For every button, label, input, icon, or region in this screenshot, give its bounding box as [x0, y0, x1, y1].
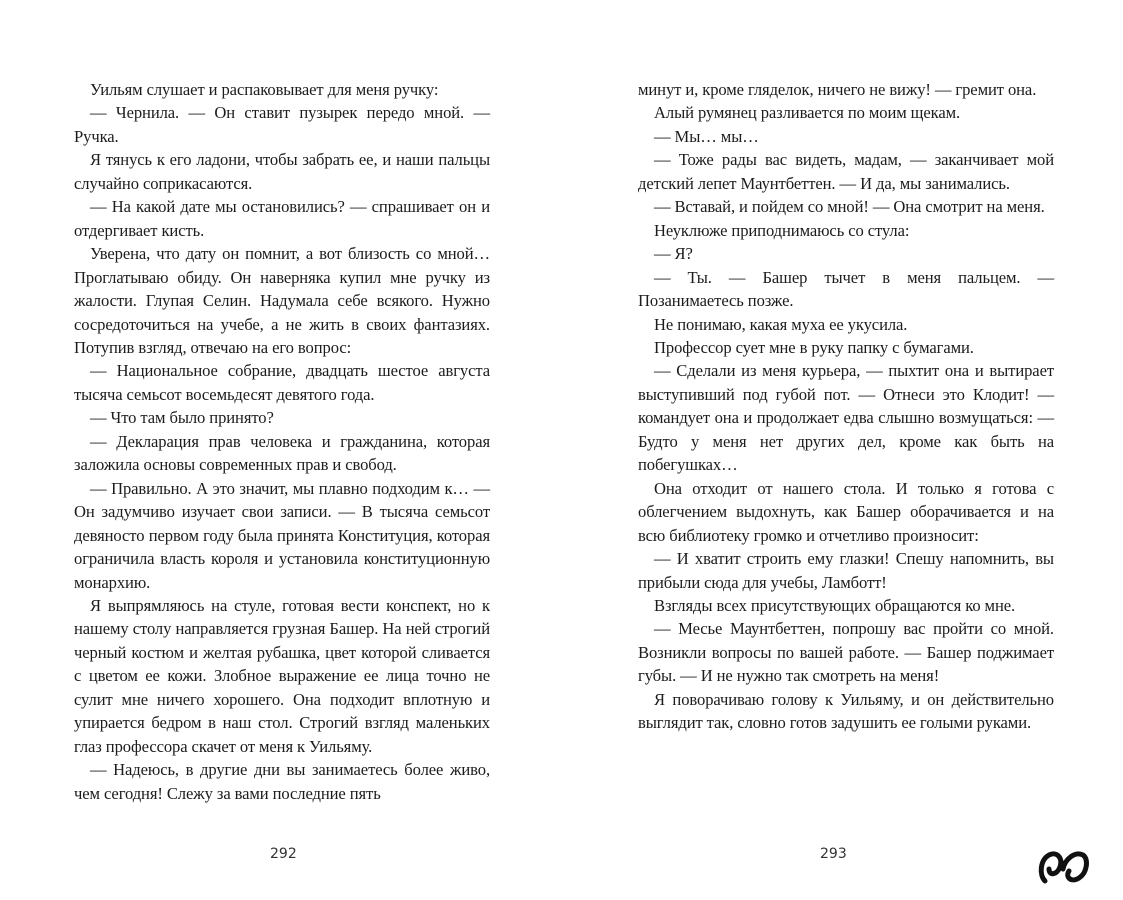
- paragraph: — Чернила. — Он ставит пузырек передо мной. — Ручка.: [74, 103, 490, 146]
- right-page: [638, 78, 1054, 735]
- paragraph: — Надеюсь, в другие дни вы занимаетесь более живо, чем сегодня! Слежу за вами последние пять: [74, 760, 490, 803]
- left-page-text: [74, 78, 490, 805]
- paragraph: — Вставай, и пойдем со мной! — Она смотрит на меня.: [654, 197, 1045, 217]
- page-number-left: 292: [270, 846, 297, 862]
- paragraph: — Что там было принято?: [90, 408, 274, 428]
- page-number-right: 293: [820, 846, 847, 862]
- paragraph: Я выпрямляюсь на стуле, готовая вести конспект, но к нашему столу направляется грузная Башер. На ней строгий черный костюм и желтая рубашка, цвет которой сливается с цветом ее кожи. Злобное выражение ее лица точно не сулит мне ничего хорошего. Она подходит вплотную и упирается бедром в наш стол. Строгий взгляд маленьких глаз профессора скачет от меня к Уильяму.: [74, 595, 490, 756]
- left-page: [74, 78, 490, 805]
- paragraph: — И хватит строить ему глазки! Спешу напомнить, вы прибыли сюда для учебы, Ламботт!: [638, 549, 1054, 592]
- paragraph: Не понимаю, какая муха ее укусила.: [654, 314, 908, 334]
- paragraph: — Национальное собрание, двадцать шестое августа тысяча семьсот восемьдесят девятого года.: [74, 361, 490, 404]
- paragraph: Я тянусь к его ладони, чтобы забрать ее, и наши пальцы случайно соприкасаются.: [74, 150, 490, 193]
- publisher-logo-icon: [1035, 845, 1091, 891]
- paragraph: — Месье Маунтбеттен, попрошу вас пройти со мной. Возникли вопросы по вашей работе. — Башер поджимает губы. — И не нужно так смотреть на меня!: [638, 619, 1054, 686]
- paragraph: Алый румянец разливается по моим щекам.: [654, 103, 961, 123]
- paragraph: Взгляды всех присутствующих обращаются ко мне.: [654, 595, 1016, 615]
- right-page-text: [638, 78, 1054, 735]
- paragraph: — Декларация прав человека и гражданина, которая заложила основы современных прав и свобод.: [74, 431, 490, 475]
- paragraph-continued: минут и, кроме гляделок, ничего не вижу! — гремит она.: [638, 80, 1037, 99]
- paragraph: — На какой дате мы остановились? — спрашивает он и отдергивает кисть.: [74, 197, 490, 240]
- paragraph: — Мы… мы…: [654, 126, 759, 146]
- paragraph: — Тоже рады вас видеть, мадам, — заканчивает мой детский лепет Маунтбеттен. — И да, мы занимались.: [638, 150, 1054, 193]
- paragraph: Уверена, что дату он помнит, а вот близость со мной… Проглатываю обиду. Он наверняка купил мне ручку из жалости. Глупая Селин. Надумала себе всякого. Нужно сосредоточиться на учебе, а не жить в своих фантазиях. Потупив взгляд, отвечаю на его вопрос:: [74, 244, 490, 357]
- paragraph: Неуклюже приподнимаюсь со стула:: [654, 220, 910, 240]
- paragraph: — Правильно. А это значит, мы плавно подходим к… — Он задумчиво изучает свои записи. — В тысяча семьсот девяносто первом году была принята Конституция, которая ограничила власть короля и установила конституционную монархию.: [74, 478, 490, 592]
- paragraph: Я поворачиваю голову к Уильяму, и он действительно выглядит так, словно готов задушить ее голыми руками.: [638, 689, 1054, 733]
- paragraph: — Ты. — Башер тычет в меня пальцем. — Позанимаетесь позже.: [638, 267, 1054, 311]
- paragraph: — Я?: [654, 244, 693, 264]
- paragraph: Уильям слушает и распаковывает для меня ручку:: [90, 80, 439, 99]
- paragraph: — Сделали из меня курьера, — пыхтит она и вытирает выступивший под губой пот. — Отнеси это Клодит! — командует она и продолжает едва слышно возмущаться: — Будто у меня нет других дел, кроме как быть на побегушках…: [638, 361, 1054, 475]
- paragraph: Профессор сует мне в руку папку с бумагами.: [654, 337, 974, 357]
- paragraph: Она отходит от нашего стола. И только я готова с облегчением выдохнуть, как Башер оборачивается и на всю библиотеку громко и отчетливо произносит:: [638, 478, 1054, 545]
